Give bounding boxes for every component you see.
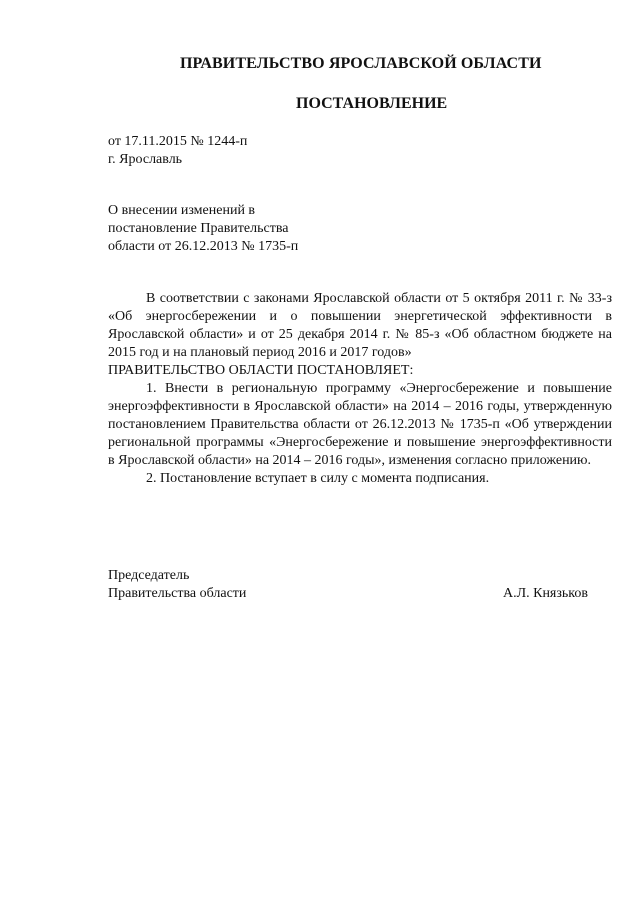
item-1-paragraph: 1. Внести в региональную программу «Энергосбережение и повышение энергоэффективности в Ярославской области» на 2014 – 2016 годы, утвержденную постановлением Правительства области от 26.12.2013 № 1735-п «Об утверждении региональной программы «Энергосбережение и повышение энергоэффективности в Ярославской области» на 2014 – 2016 годы», изменения согласно приложению. (108, 381, 612, 468)
city: г. Ярославль (108, 152, 183, 167)
organization-heading: ПРАВИТЕЛЬСТВО ЯРОСЛАВСКОЙ ОБЛАСТИ (180, 55, 542, 72)
document-body (108, 290, 612, 488)
resolves-line: ПРАВИТЕЛЬСТВО ОБЛАСТИ ПОСТАНОВЛЯЕТ: (108, 363, 414, 378)
signer-title-line-2: Правительства области (108, 586, 247, 601)
subject-line: области от 26.12.2013 № 1735-п (108, 239, 299, 254)
item-2-paragraph: 2. Постановление вступает в силу с момента подписания. (146, 471, 490, 486)
subject-line: постановление Правительства (108, 221, 289, 236)
subject-line: О внесении изменений в (108, 203, 256, 218)
document-type-heading: ПОСТАНОВЛЕНИЕ (296, 95, 448, 112)
date-number: от 17.11.2015 № 1244-п (108, 134, 248, 149)
preamble-paragraph: В соответствии с законами Ярославской области от 5 октября 2011 г. № 33-з «Об энергосбережении и о повышении энергетической эффективности в Ярославской области» и от 25 декабря 2014 г. № 85-з «Об областном бюджете на 2015 год и на плановый период 2016 и 2017 годов» (108, 291, 612, 360)
signer-title-line-1: Председатель (108, 568, 190, 583)
signer-name: А.Л. Князьков (503, 586, 588, 601)
